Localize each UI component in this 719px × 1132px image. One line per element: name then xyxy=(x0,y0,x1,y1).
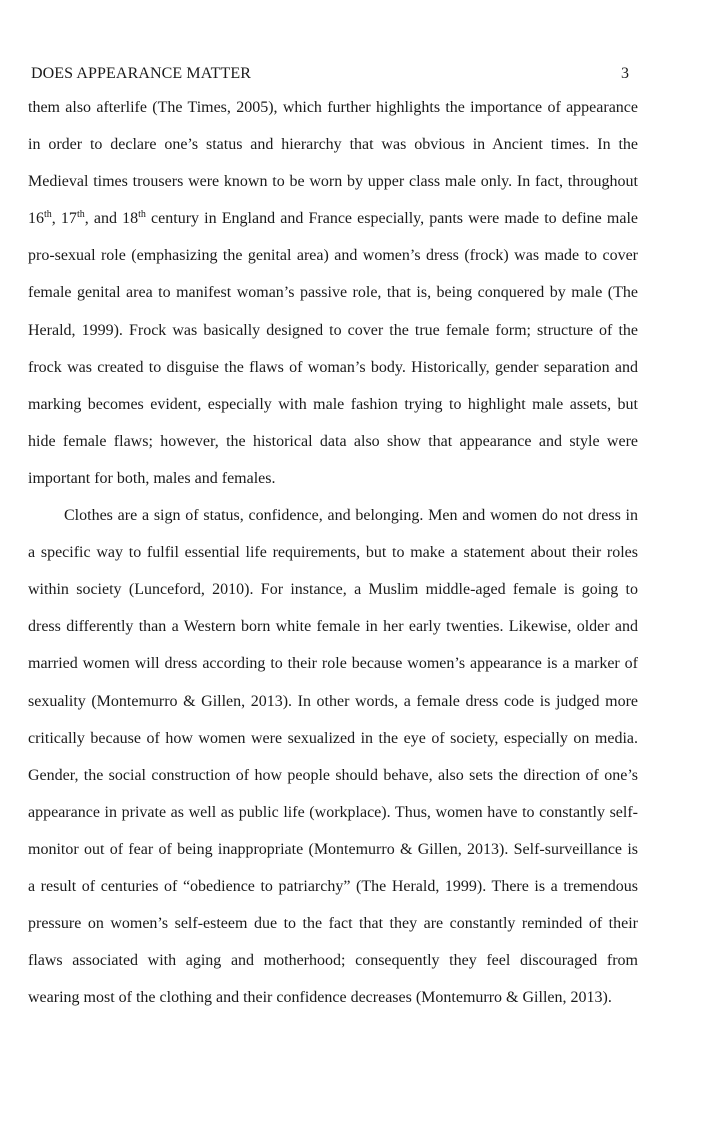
ordinal-suffix: th xyxy=(76,209,85,221)
text-line: frock was created to disguise the flaws of woman’s body. Historically, gender separation and xyxy=(28,358,638,376)
text-line: a result of centuries of “obedience to patriarchy” (The Herald, 1999). There is a tremendous xyxy=(28,877,638,895)
paragraph-2 xyxy=(28,504,638,1023)
ordinal-number: 16 xyxy=(28,210,44,228)
text-line: Herald, 1999). Frock was basically designed to cover the true female form; structure of the xyxy=(28,321,638,339)
ordinal-suffix: th xyxy=(138,209,146,221)
text-line: them also afterlife (The Times, 2005), which further highlights the importance of appearance xyxy=(28,99,638,116)
text-line: Clothes are a sign of status, confidence, and belonging. Men and women do not dress in xyxy=(64,507,638,525)
running-title: DOES APPEARANCE MATTER xyxy=(31,65,252,82)
text-line: Medieval times trousers were known to be worn by upper class male only. In fact, throughout xyxy=(28,173,638,191)
body-text xyxy=(28,96,638,1023)
text-line: monitor out of fear of being inappropriate (Montemurro & Gillen, 2013). Self-surveillance is xyxy=(28,840,638,858)
text-line: in order to declare one’s status and hierarchy that was obvious in Ancient times. In the xyxy=(28,136,638,154)
text-fragment: , 17 xyxy=(51,210,77,228)
text-line: critically because of how women were sexualized in the eye of society, especially on media. xyxy=(28,729,638,747)
text-line: hide female flaws; however, the historical data also show that appearance and style were xyxy=(28,432,638,450)
text-line: married women will dress according to their role because women’s appearance is a marker of xyxy=(28,655,638,673)
text-line: flaws associated with aging and motherhood; consequently they feel discouraged from xyxy=(28,952,638,970)
text-line-with-ordinals xyxy=(28,207,638,244)
text-line: female genital area to manifest woman’s passive role, that is, being conquered by male (The xyxy=(28,284,638,302)
text-line: within society (Lunceford, 2010). For instance, a Muslim middle-aged female is going to xyxy=(28,581,638,599)
text-line: important for both, males and females. xyxy=(28,469,276,487)
text-line: marking becomes evident, especially with male fashion trying to highlight male assets, but xyxy=(28,395,638,413)
text-fragment: century in England and France especially, pants were made to define male xyxy=(145,210,639,228)
text-line: a specific way to fulfil essential life requirements, but to make a statement about their roles xyxy=(28,544,638,562)
text-line: Gender, the social construction of how people should behave, also sets the direction of one’s xyxy=(28,766,638,784)
text-line: wearing most of the clothing and their confidence decreases (Montemurro & Gillen, 2013). xyxy=(28,989,612,1007)
text-line: dress differently than a Western born white female in her early twenties. Likewise, older and xyxy=(28,618,638,636)
paragraph-1 xyxy=(28,96,638,504)
text-line: pressure on women’s self-esteem due to the fact that they are constantly reminded of their xyxy=(28,915,638,933)
text-line: pro-sexual role (emphasizing the genital area) and women’s dress (frock) was made to cover xyxy=(28,247,638,265)
text-line: sexuality (Montemurro & Gillen, 2013). In other words, a female dress code is judged more xyxy=(28,692,638,710)
page-number: 3 xyxy=(621,65,629,82)
running-header xyxy=(31,62,629,86)
text-fragment: , and 18 xyxy=(84,210,139,228)
text-line: appearance in private as well as public life (workplace). Thus, women have to constantly self- xyxy=(28,803,638,821)
ordinal-suffix: th xyxy=(44,209,52,221)
